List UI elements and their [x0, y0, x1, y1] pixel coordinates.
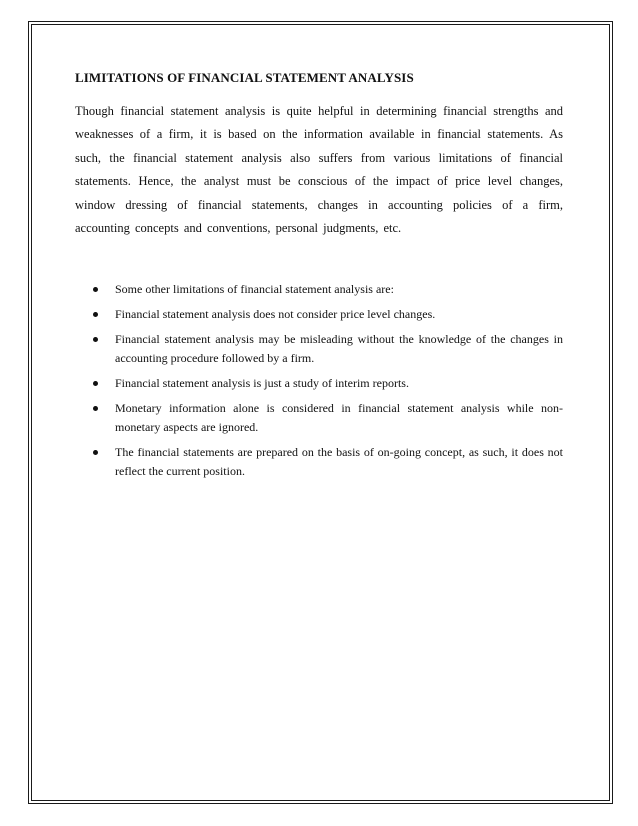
bullet-icon: [93, 406, 98, 411]
list-item-text: Financial statement analysis is just a study of interim reports.: [115, 376, 409, 390]
bullet-icon: [93, 312, 98, 317]
list-item: [75, 330, 563, 368]
list-item-text: The financial statements are prepared on the basis of on-going concept, as such, it does not reflect the current position.: [115, 445, 563, 478]
list-item: [75, 443, 563, 481]
limitations-list: [75, 280, 563, 487]
bullet-icon: [93, 287, 98, 292]
list-item-text: Some other limitations of financial statement analysis are:: [115, 282, 394, 296]
bullet-icon: [93, 337, 98, 342]
list-item-text: Monetary information alone is considered in financial statement analysis while non-monetary aspects are ignored.: [115, 401, 563, 434]
bullet-icon: [93, 450, 98, 455]
bullet-icon: [93, 381, 98, 386]
list-item-text: Financial statement analysis may be misleading without the knowledge of the changes in accounting procedure followed by a firm.: [115, 332, 563, 365]
list-item: [75, 280, 563, 299]
list-item: [75, 399, 563, 437]
list-item-text: Financial statement analysis does not consider price level changes.: [115, 307, 436, 321]
intro-paragraph: Though financial statement analysis is quite helpful in determining financial strengths and weaknesses of a firm, it is based on the information available in financial statements. As such, the financial statement analysis also suffers from various limitations of financial statements. Hence, the analyst must be conscious of the impact of price level changes, window dressing of financial statements, changes in accounting policies of a firm, accounting concepts and conventions, personal judgments, etc.: [75, 104, 563, 236]
list-item: [75, 305, 563, 324]
section-heading: LIMITATIONS OF FINANCIAL STATEMENT ANALYSIS: [75, 70, 414, 85]
list-item: [75, 374, 563, 393]
